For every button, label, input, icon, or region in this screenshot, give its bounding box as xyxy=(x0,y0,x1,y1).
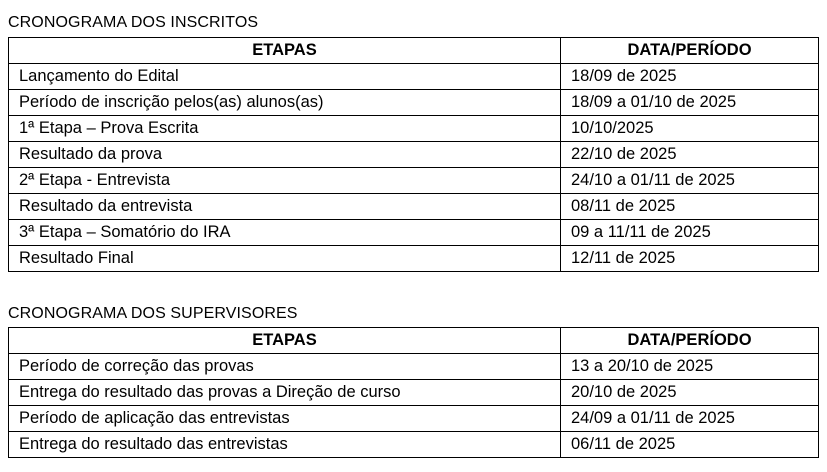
supervisores-schedule-title: CRONOGRAMA DOS SUPERVISORES xyxy=(8,305,298,322)
stage-cell: Entrega do resultado das entrevistas xyxy=(9,432,561,458)
column-header-data-periodo: DATA/PERÍODO xyxy=(561,328,819,354)
table-header-row xyxy=(9,38,819,64)
date-cell: 06/11 de 2025 xyxy=(561,432,819,458)
table-row xyxy=(9,246,819,272)
date-cell: 24/09 a 01/11 de 2025 xyxy=(561,406,819,432)
table-row xyxy=(9,354,819,380)
table-header-row xyxy=(9,328,819,354)
table-row xyxy=(9,168,819,194)
stage-cell: Resultado da prova xyxy=(9,142,561,168)
date-cell: 22/10 de 2025 xyxy=(561,142,819,168)
date-cell: 18/09 de 2025 xyxy=(561,64,819,90)
date-cell: 18/09 a 01/10 de 2025 xyxy=(561,90,819,116)
stage-cell: Período de inscrição pelos(as) alunos(as) xyxy=(9,90,561,116)
inscritos-schedule-title: CRONOGRAMA DOS INSCRITOS xyxy=(8,14,259,31)
column-header-etapas: ETAPAS xyxy=(9,38,561,64)
table-row xyxy=(9,142,819,168)
column-header-etapas: ETAPAS xyxy=(9,328,561,354)
stage-cell: Período de correção das provas xyxy=(9,354,561,380)
column-header-data-periodo: DATA/PERÍODO xyxy=(561,38,819,64)
inscritos-schedule-table xyxy=(8,37,819,272)
date-cell: 10/10/2025 xyxy=(561,116,819,142)
table-row xyxy=(9,406,819,432)
table-row xyxy=(9,90,819,116)
date-cell: 12/11 de 2025 xyxy=(561,246,819,272)
table-row xyxy=(9,116,819,142)
date-cell: 09 a 11/11 de 2025 xyxy=(561,220,819,246)
stage-cell: 2ª Etapa - Entrevista xyxy=(9,168,561,194)
stage-cell: Lançamento do Edital xyxy=(9,64,561,90)
table-row xyxy=(9,194,819,220)
stage-cell: Entrega do resultado das provas a Direção de curso xyxy=(9,380,561,406)
date-cell: 13 a 20/10 de 2025 xyxy=(561,354,819,380)
date-cell: 24/10 a 01/11 de 2025 xyxy=(561,168,819,194)
supervisores-schedule-table xyxy=(8,327,819,458)
date-cell: 08/11 de 2025 xyxy=(561,194,819,220)
stage-cell: Resultado da entrevista xyxy=(9,194,561,220)
table-row xyxy=(9,432,819,458)
stage-cell: Período de aplicação das entrevistas xyxy=(9,406,561,432)
stage-cell: 3ª Etapa – Somatório do IRA xyxy=(9,220,561,246)
table-row xyxy=(9,380,819,406)
date-cell: 20/10 de 2025 xyxy=(561,380,819,406)
table-row xyxy=(9,220,819,246)
table-row xyxy=(9,64,819,90)
stage-cell: Resultado Final xyxy=(9,246,561,272)
stage-cell: 1ª Etapa – Prova Escrita xyxy=(9,116,561,142)
